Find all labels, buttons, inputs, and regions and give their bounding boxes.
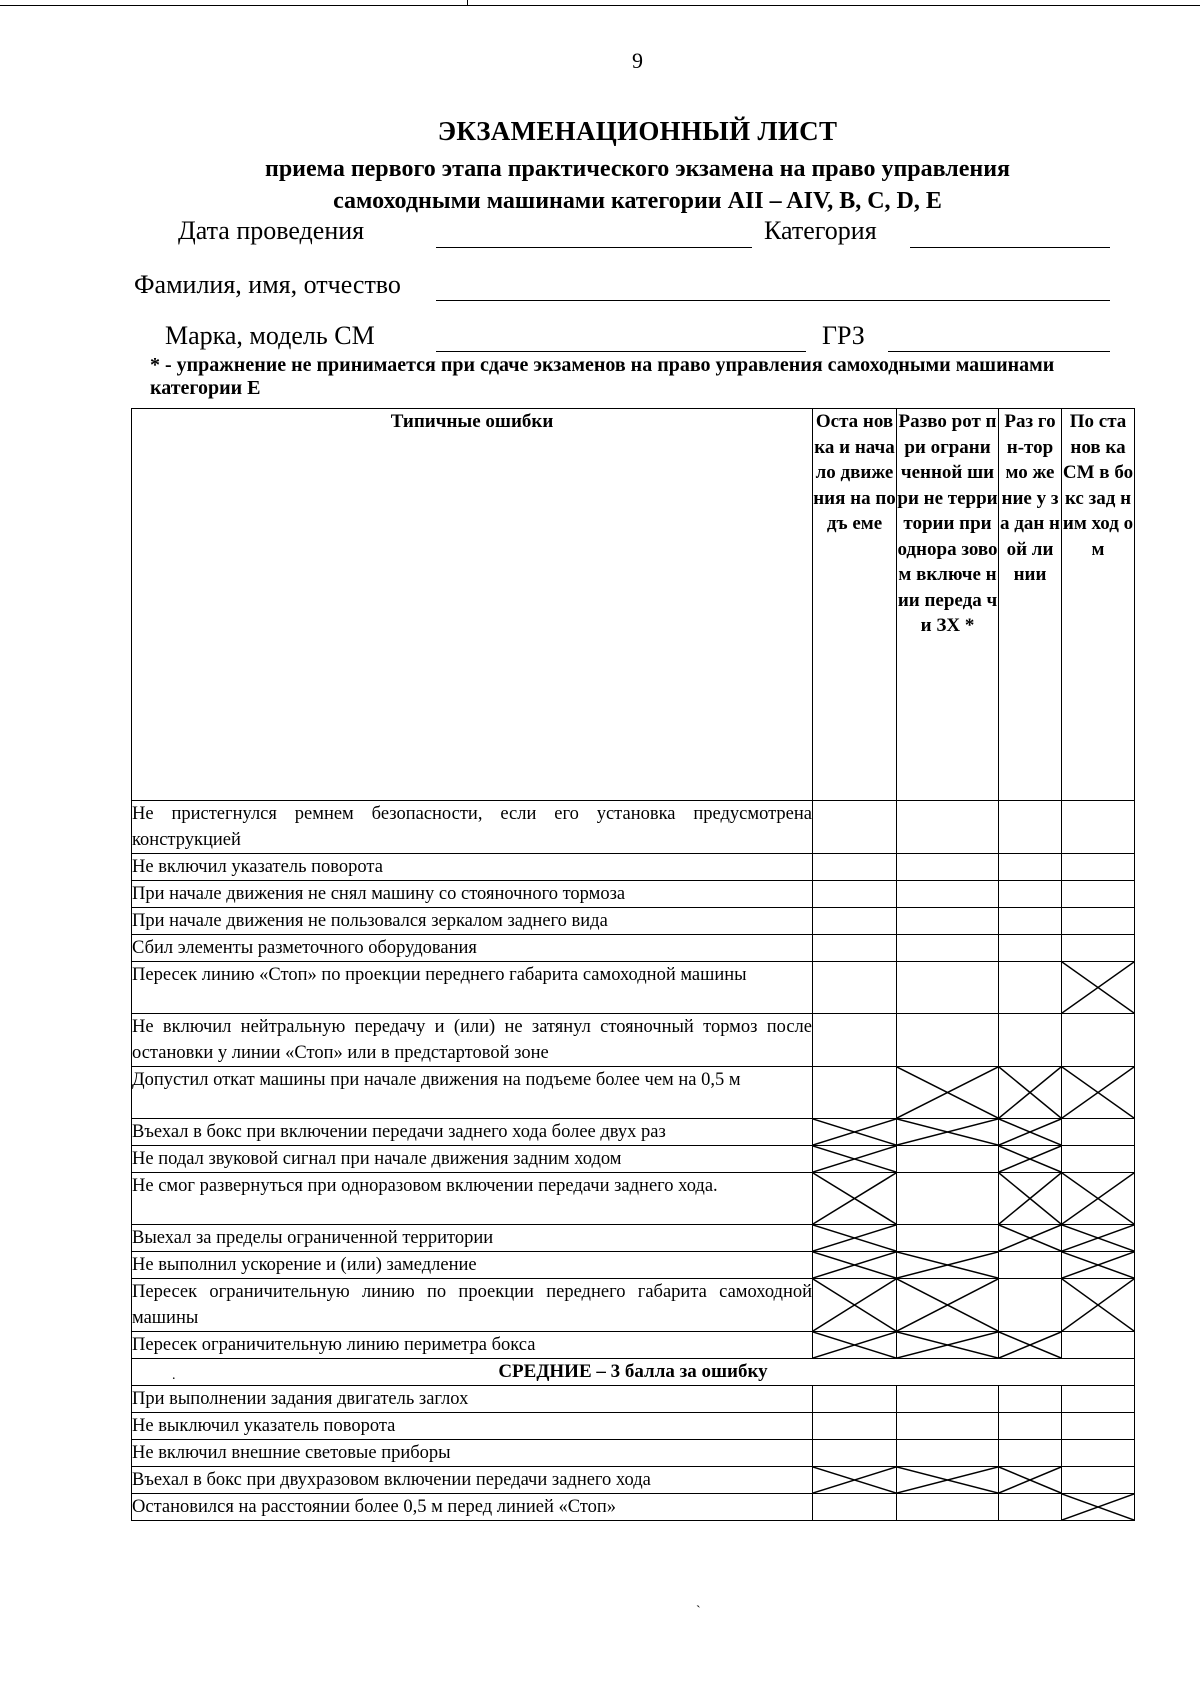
table-row	[132, 1252, 1135, 1279]
error-description: При начале движения не снял машину со стояночного тормоза	[132, 881, 813, 908]
mark-cell[interactable]	[897, 935, 999, 962]
cross-mark-icon	[999, 1067, 1061, 1118]
table-row	[132, 1386, 1135, 1413]
page-number: 9	[632, 48, 643, 73]
mark-cell[interactable]	[813, 854, 897, 881]
crossed-out-cell	[897, 1467, 999, 1494]
note-text: - упражнение не принимается при сдаче экзаменов на право управления самоходными машинами категории Е	[150, 354, 1055, 399]
crossed-out-cell	[897, 1279, 999, 1332]
table-row	[132, 854, 1135, 881]
section-dot: .	[172, 1368, 176, 1383]
table-body-main	[132, 801, 1135, 1359]
mark-cell[interactable]	[897, 854, 999, 881]
crossed-out-cell	[999, 1119, 1062, 1146]
crossed-out-cell	[897, 1067, 999, 1119]
mark-cell[interactable]	[999, 1494, 1062, 1521]
mark-cell[interactable]	[897, 1386, 999, 1413]
cross-mark-icon	[813, 1146, 896, 1172]
error-description: При выполнении задания двигатель заглох	[132, 1386, 813, 1413]
cross-mark-icon	[813, 1252, 896, 1278]
category-e-note	[150, 354, 1130, 400]
cross-mark-icon	[897, 1119, 998, 1145]
error-description: Пересек ограничительную линию периметра бокса	[132, 1332, 813, 1359]
table-body-section	[132, 1359, 1135, 1386]
cross-mark-icon	[1062, 1494, 1134, 1520]
mark-cell[interactable]	[999, 962, 1062, 1014]
mark-cell[interactable]	[897, 1014, 999, 1067]
cross-mark-icon	[897, 1252, 998, 1278]
date-input-line[interactable]	[436, 247, 752, 248]
mark-cell[interactable]	[897, 1440, 999, 1467]
crossed-out-cell	[813, 1279, 897, 1332]
mark-cell[interactable]	[1062, 908, 1135, 935]
mark-cell[interactable]	[813, 881, 897, 908]
crossed-out-cell	[999, 1146, 1062, 1173]
table-row	[132, 1494, 1135, 1521]
error-description: Остановился на расстоянии более 0,5 м перед линией «Стоп»	[132, 1494, 813, 1521]
crossed-out-cell	[1062, 962, 1135, 1014]
table-row	[132, 1067, 1135, 1119]
table-row	[132, 1014, 1135, 1067]
mark-cell[interactable]	[999, 1279, 1062, 1332]
error-description: Не включил внешние световые приборы	[132, 1440, 813, 1467]
table-row	[132, 962, 1135, 1014]
cross-mark-icon	[999, 1332, 1061, 1358]
mark-cell[interactable]	[999, 1252, 1062, 1279]
cross-mark-icon	[999, 1225, 1061, 1251]
error-description: Не выполнил ускорение и (или) замедление	[132, 1252, 813, 1279]
error-description: Выехал за пределы ограниченной территории	[132, 1225, 813, 1252]
mark-cell[interactable]	[813, 908, 897, 935]
cross-mark-icon	[1062, 1225, 1134, 1251]
crossed-out-cell	[1062, 1494, 1135, 1521]
mark-cell[interactable]	[1062, 854, 1135, 881]
crossed-out-cell	[1062, 1173, 1135, 1225]
crossed-out-cell	[999, 1225, 1062, 1252]
header-exercise-reverse-box: По ста нов ка СМ в бокс зад ним ход ом	[1062, 409, 1135, 801]
mark-cell[interactable]	[999, 854, 1062, 881]
errors-table	[131, 408, 1135, 1521]
grz-input-line[interactable]	[888, 351, 1110, 352]
mark-cell[interactable]	[1062, 1119, 1135, 1146]
cross-mark-icon	[1062, 1173, 1134, 1224]
cross-mark-icon	[999, 1119, 1061, 1145]
mark-cell[interactable]	[897, 1146, 999, 1173]
error-description: Не включил нейтральную передачу и (или) не затянул стояночный тормоз после остановки у линии «Стоп» или в предстартовой зоне	[132, 1014, 813, 1067]
cross-mark-icon	[813, 1225, 896, 1251]
table-row	[132, 1225, 1135, 1252]
crossed-out-cell	[813, 1332, 897, 1359]
mark-cell[interactable]	[1062, 1332, 1135, 1359]
cross-mark-icon	[999, 1467, 1061, 1493]
mark-cell[interactable]	[813, 1014, 897, 1067]
document-subtitle-line2: самоходными машинами категории AII – AIV, B, C, D, E	[333, 188, 942, 214]
mark-cell[interactable]	[897, 1413, 999, 1440]
crossed-out-cell	[1062, 1279, 1135, 1332]
stray-mark: `	[696, 1604, 701, 1619]
category-label: Категория	[764, 216, 877, 245]
mark-cell[interactable]	[1062, 935, 1135, 962]
header-exercise-hill-start: Оста новка и нача ло движе ния на подъ еме	[813, 409, 897, 801]
table-row	[132, 881, 1135, 908]
crossed-out-cell	[813, 1146, 897, 1173]
error-description: Не включил указатель поворота	[132, 854, 813, 881]
mark-cell[interactable]	[999, 908, 1062, 935]
document-title: ЭКЗАМЕНАЦИОННЫЙ ЛИСТ	[437, 116, 838, 146]
grz-label: ГРЗ	[822, 321, 865, 350]
top-border-tick	[467, 0, 468, 6]
table-row	[132, 935, 1135, 962]
error-description: Не смог развернуться при одноразовом включении передачи заднего хода.	[132, 1173, 813, 1225]
crossed-out-cell	[813, 1225, 897, 1252]
section-row-medium	[132, 1359, 1135, 1386]
crossed-out-cell	[999, 1173, 1062, 1225]
mark-cell[interactable]	[999, 935, 1062, 962]
crossed-out-cell	[813, 1119, 897, 1146]
cross-mark-icon	[1062, 1252, 1134, 1278]
mark-cell[interactable]	[813, 1494, 897, 1521]
mark-cell[interactable]	[897, 801, 999, 854]
error-description: Допустил откат машины при начале движения на подъеме более чем на 0,5 м	[132, 1067, 813, 1119]
error-description: Пересек линию «Стоп» по проекции переднего габарита самоходной машины	[132, 962, 813, 1014]
crossed-out-cell	[1062, 1225, 1135, 1252]
crossed-out-cell	[813, 1467, 897, 1494]
cross-mark-icon	[813, 1173, 896, 1224]
crossed-out-cell	[999, 1332, 1062, 1359]
table-row	[132, 801, 1135, 854]
mark-cell[interactable]	[813, 935, 897, 962]
cross-mark-icon	[897, 1332, 998, 1358]
cross-mark-icon	[1062, 1279, 1134, 1331]
mark-cell[interactable]	[1062, 1014, 1135, 1067]
mark-cell[interactable]	[897, 1225, 999, 1252]
cross-mark-icon	[813, 1467, 896, 1493]
mark-cell[interactable]	[999, 1014, 1062, 1067]
crossed-out-cell	[1062, 1252, 1135, 1279]
cross-mark-icon	[1062, 1067, 1134, 1118]
cross-mark-icon	[999, 1173, 1061, 1224]
fio-input-line[interactable]	[436, 300, 1110, 301]
mark-cell[interactable]	[813, 962, 897, 1014]
mark-cell[interactable]	[813, 1067, 897, 1119]
table-row	[132, 1119, 1135, 1146]
mark-cell[interactable]	[999, 1386, 1062, 1413]
mark-cell[interactable]	[897, 908, 999, 935]
mark-cell[interactable]	[999, 881, 1062, 908]
mark-cell[interactable]	[999, 1440, 1062, 1467]
table-row	[132, 1440, 1135, 1467]
mark-cell[interactable]	[813, 801, 897, 854]
header-typical-errors: Типичные ошибки	[132, 409, 813, 801]
crossed-out-cell	[897, 1252, 999, 1279]
crossed-out-cell	[999, 1067, 1062, 1119]
mark-cell[interactable]	[1062, 881, 1135, 908]
mark-cell[interactable]	[1062, 1413, 1135, 1440]
mark-cell[interactable]	[897, 881, 999, 908]
table-body-medium	[132, 1386, 1135, 1521]
mark-cell[interactable]	[813, 1413, 897, 1440]
date-label: Дата проведения	[178, 216, 365, 245]
table-row	[132, 1467, 1135, 1494]
error-description: Въехал в бокс при включении передачи заднего хода более двух раз	[132, 1119, 813, 1146]
mark-cell[interactable]	[897, 962, 999, 1014]
error-description: Не подал звуковой сигнал при начале движения задним ходом	[132, 1146, 813, 1173]
cross-mark-icon	[897, 1067, 998, 1118]
model-input-line[interactable]	[436, 351, 806, 352]
cross-mark-icon	[813, 1119, 896, 1145]
mark-cell[interactable]	[1062, 1146, 1135, 1173]
crossed-out-cell	[897, 1119, 999, 1146]
header-exercise-accel-brake: Раз гон-тор мо же ние у за дан ной ли нии	[999, 409, 1062, 801]
mark-cell[interactable]	[813, 1386, 897, 1413]
cross-mark-icon	[813, 1332, 896, 1358]
mark-cell[interactable]	[999, 801, 1062, 854]
table-row	[132, 1279, 1135, 1332]
error-description: Не пристегнулся ремнем безопасности, если его установка предусмотрена конструкцией	[132, 801, 813, 854]
cross-mark-icon	[1062, 962, 1134, 1013]
cross-mark-icon	[999, 1146, 1061, 1172]
cross-mark-icon	[897, 1279, 998, 1331]
error-description: Въехал в бокс при двухразовом включении передачи заднего хода	[132, 1467, 813, 1494]
note-asterisk: *	[150, 354, 160, 376]
document-subtitle-line1: приема первого этапа практического экзамена на право управления	[264, 156, 1011, 182]
section-title: СРЕДНИЕ – 3 балла за ошибку	[498, 1361, 768, 1382]
mark-cell[interactable]	[897, 1173, 999, 1225]
mark-cell[interactable]	[1062, 1440, 1135, 1467]
mark-cell[interactable]	[1062, 1386, 1135, 1413]
mark-cell[interactable]	[813, 1440, 897, 1467]
crossed-out-cell	[813, 1173, 897, 1225]
table-row	[132, 1413, 1135, 1440]
mark-cell[interactable]	[897, 1494, 999, 1521]
mark-cell[interactable]	[999, 1413, 1062, 1440]
table-row	[132, 1173, 1135, 1225]
crossed-out-cell	[897, 1332, 999, 1359]
error-description: При начале движения не пользовался зеркалом заднего вида	[132, 908, 813, 935]
crossed-out-cell	[999, 1467, 1062, 1494]
fio-label: Фамилия, имя, отчество	[134, 270, 401, 299]
cross-mark-icon	[813, 1279, 896, 1331]
top-border-line	[0, 5, 1200, 6]
crossed-out-cell	[1062, 1067, 1135, 1119]
header-exercise-u-turn: Разво рот при ограни ченной шири не терри тории при однора зовом включе нии переда чи ЗХ *	[897, 409, 999, 801]
mark-cell[interactable]	[1062, 1467, 1135, 1494]
cross-mark-icon	[897, 1467, 998, 1493]
error-description: Не выключил указатель поворота	[132, 1413, 813, 1440]
table-header-row	[132, 409, 1135, 801]
model-label: Марка, модель СМ	[165, 321, 375, 350]
table-row	[132, 1146, 1135, 1173]
crossed-out-cell	[813, 1252, 897, 1279]
error-description: Пересек ограничительную линию по проекции переднего габарита самоходной машины	[132, 1279, 813, 1332]
error-description: Сбил элементы разметочного оборудования	[132, 935, 813, 962]
mark-cell[interactable]	[1062, 801, 1135, 854]
category-input-line[interactable]	[910, 247, 1110, 248]
table-row	[132, 908, 1135, 935]
table-row	[132, 1332, 1135, 1359]
